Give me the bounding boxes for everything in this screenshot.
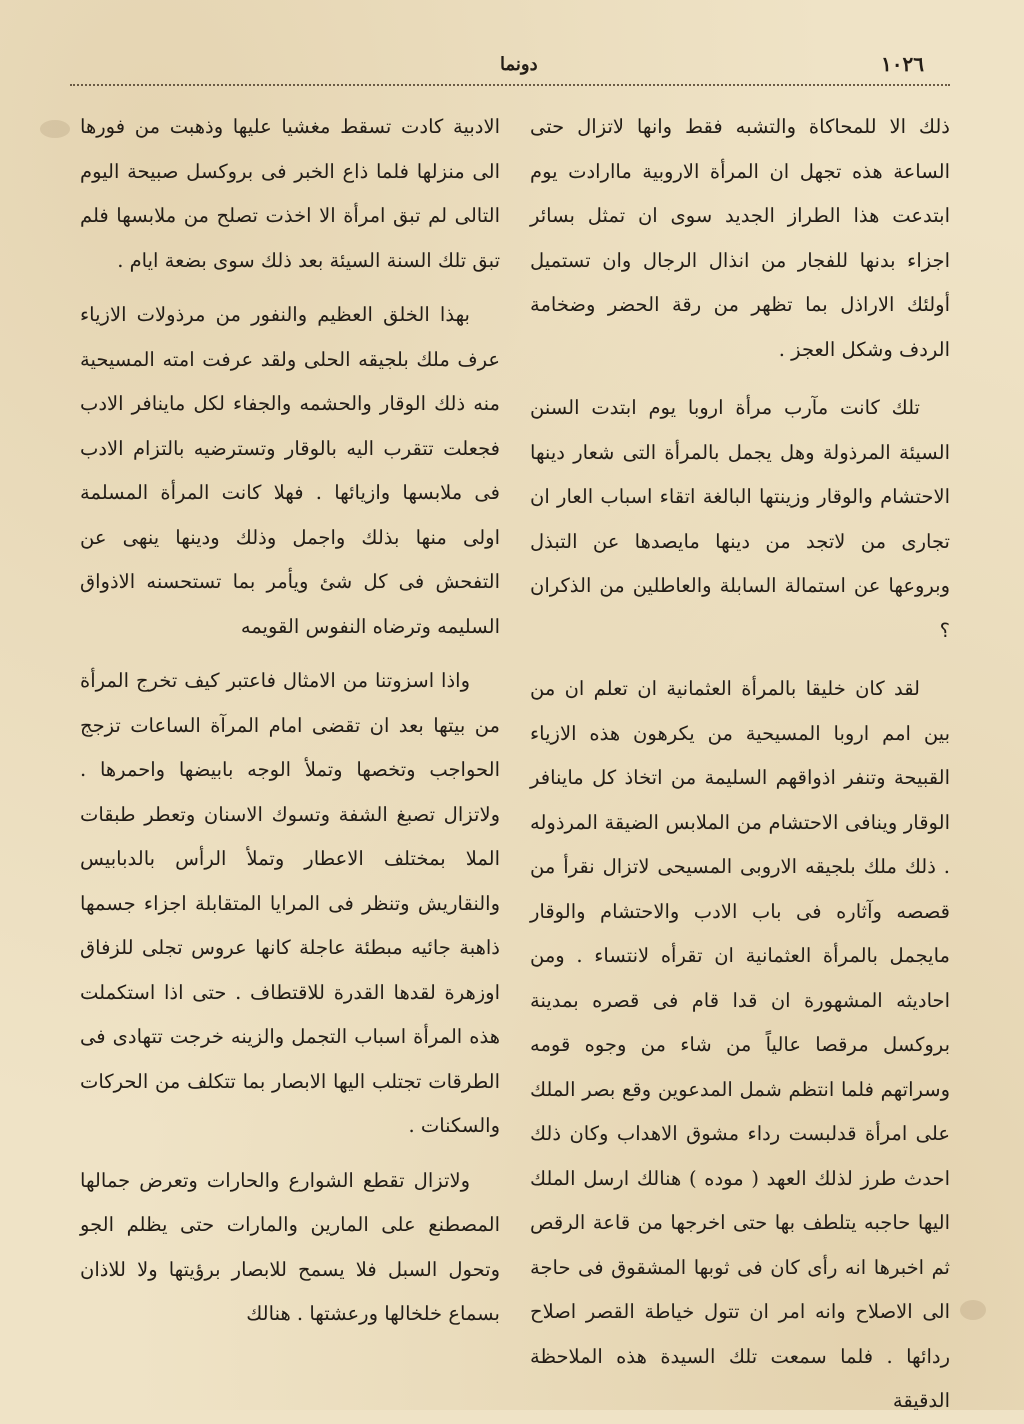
paragraph: بهذا الخلق العظيم والنفور من مرذولات الازياء عرف ملك بلجيقه الحلى ولقد عرفت امته المسيحية منه ذلك الوقار والحشمه والجفاء لكل ماينافر الادب فجعلت تتقرب اليه بالوقار وتسترضيه بالتزام الادب فى ملابسها وازيائها . فهلا كانت المرأة المسلمة اولى منها بذلك واجمل وذلك ودينها ينهى عن التفحش فى كل شئ ويأمر بما تستحسنه الاذواق السليمه وترضاه النفوس القويمه xyxy=(80,303,500,638)
paper-stain xyxy=(40,120,70,138)
paper-stain xyxy=(960,1300,986,1320)
page-header xyxy=(60,52,960,92)
paragraph: تلك كانت مآرب مرأة اروبا يوم ابتدت السنن السيئة المرذولة وهل يجمل بالمرأة التى شعار دينها الاحتشام والوقار وزينتها البالغة اتقاء اسباب العار ان تجارى من لاتجد من دينها مايصدها عن التبذل وبروعها عن استمالة السابلة والعاطلين من الذكران ؟ xyxy=(530,396,950,642)
paragraph: الادبية كادت تسقط مغشيا عليها وذهبت من فورها الى منزلها فلما ذاع الخبر فى بروكسل صبيحة اليوم التالى لم تبق امرأة الا اخذت تصلح من ملابسها فلم تبق تلك السنة السيئة بعد ذلك سوى بضعة ايام . xyxy=(80,115,500,272)
paragraph: ولاتزال تقطع الشوارع والحارات وتعرض جمالها المصطنع على المارين والمارات حتى يظلم الجو وتحول السبل فلا يسمح للابصار برؤيتها ولا للاذان بسماع خلخالها ورعشتها . هنالك xyxy=(80,1168,500,1325)
running-title: دونما xyxy=(500,54,538,75)
paragraph: واذا اسزوتنا من الامثال فاعتبر كيف تخرج المرأة من بيتها بعد ان تقضى امام المرآة الساعات تزجج الحواجب وتخصها وتملأ الوجه بابيضها واحمرها . ولاتزال تصبغ الشفة وتسوك الاسنان وتعطر طبقات الملا بمختلف الاعطار وتملأ الرأس بالدبابيس والنقاريش وتنظر فى المرايا المتقابلة اجزاء جسمها ذاهبة جائيه مبطئة عاجلة كانها عروس تجلى للزفاق اوزهرة لقدها القدرة للاقتطاف . حتى اذا استكملت هذه المرأة اسباب التجمل والزينه خرجت تتهادى فى الطرقات تجتلب اليها الابصار بما تتكلف من الحركات والسكنات . xyxy=(80,669,500,1137)
paragraph: لقد كان خليقا بالمرأة العثمانية ان تعلم ان من بين امم اروبا المسيحية من يكرهون هذه الازياء القبيحة وتنفر اذواقهم السليمة من اتخاذ كل ماينافر الوقار وينافى الاحتشام من الملابس الضيقة المرذوله . ذلك ملك بلجيقه الاروبى المسيحى لاتزال نقرأ من قصصه وآثاره فى باب الادب والاحتشام والوقار مايجمل بالمرأة العثمانية ان تقرأه لانتساء . ومن احاديثه المشهورة ان قدا قام فى قصره بمدينة بروكسل مرقصا عالياً من شاء من وجوه قومه وسراتهم فلما انتظم شمل المدعوين وقع بصر الملك على امرأة قدلبست رداء مشوق الاهداب وكان ذلك احدث طرز لذلك العهد ( موده ) هنالك ارسل الملك اليها حاجبه يتلطف بها حتى اخرجها من قاعة الرقص ثم اخبرها انه رأى كان فى ثوبها المشقوق فى حاجة الى الاصلاح وانه امر ان تتول خياطة القصر اصلاح ردائها . فلما سمعت تلك السيدة هذه الملاحظة الدقيقة xyxy=(530,677,950,1412)
page-number: ١٠٢٦ xyxy=(881,52,924,76)
paragraph: ذلك الا للمحاكاة والتشبه فقط وانها لاتزال حتى الساعة هذه تجهل ان المرأة الاروبية ماارادت يوم ابتدعت هذا الطراز الجديد سوى ان تمثل بسائر اجزاء بدنها للفجار من انذال الرجال وان تستميل أولئك الاراذل بما تظهر من رقة الحضر وضخامة الردف وشكل العجز . xyxy=(530,115,950,361)
right-text-column xyxy=(530,105,950,1412)
left-text-column xyxy=(80,105,500,1375)
header-rule xyxy=(70,84,950,86)
